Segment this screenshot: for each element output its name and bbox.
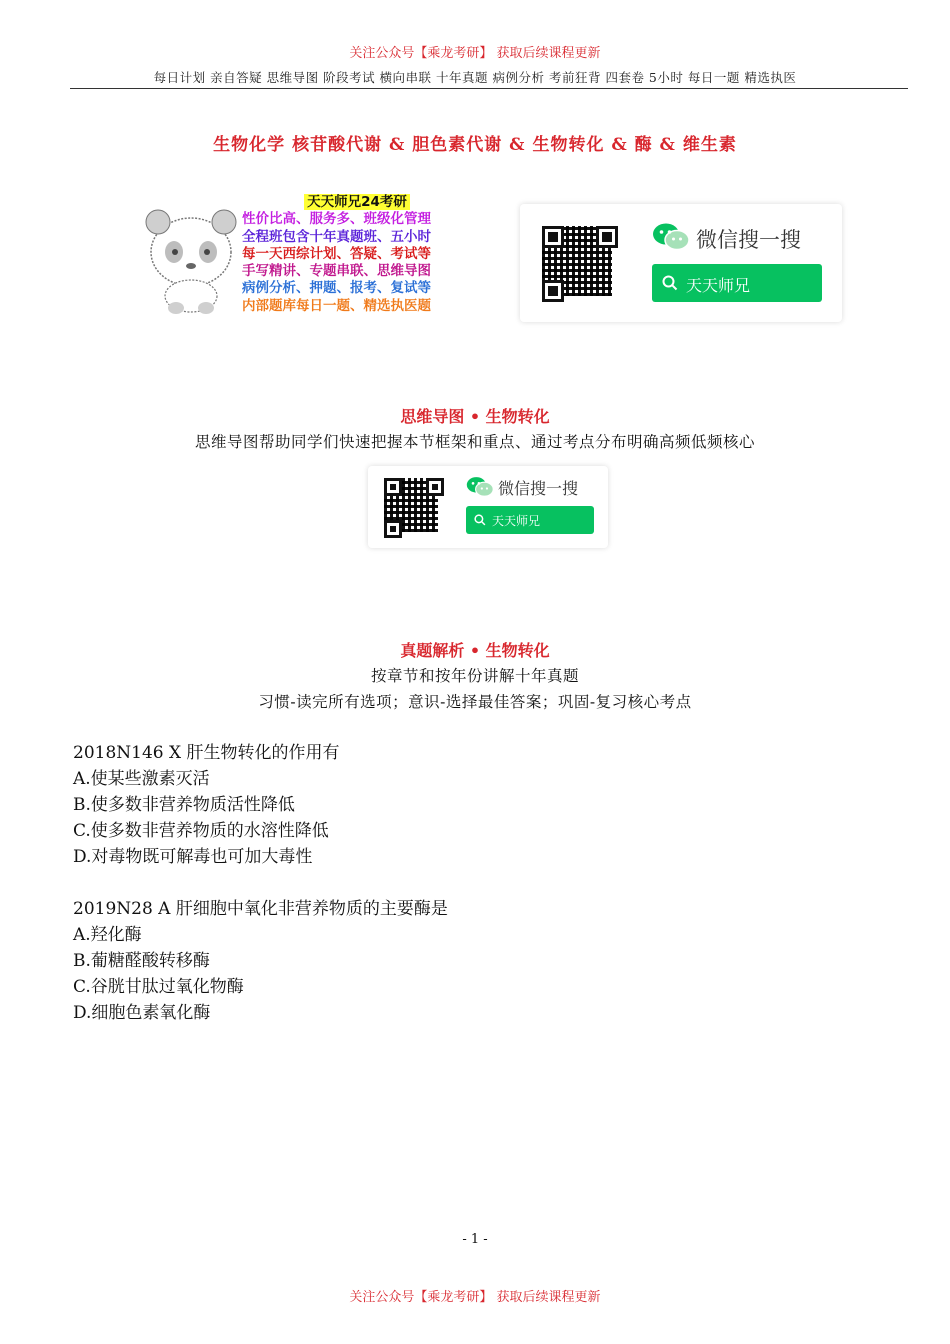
wechat-logo-icon [652,222,690,252]
promo-banner [136,190,848,330]
question-option: C.使多数非营养物质的水溶性降低 [73,821,329,841]
question-option: B.葡糖醛酸转移酶 [73,951,210,971]
promo-headline: 天天师兄24考研 [304,194,410,210]
wechat-logo-icon [466,476,494,498]
mindmap-section-title: 思维导图 • 生物转化 [400,407,550,426]
document-title: 生物化学 核苷酸代谢 & 胆色素代谢 & 生物转化 & 酶 & 维生素 [213,135,737,155]
promo-line: 病例分析、押题、报考、复试等 [242,280,431,297]
search-icon [474,514,486,526]
promo-text [242,194,472,315]
wechat-search-label: 微信搜一搜 [498,479,579,498]
exam-subtitle: 按章节和按年份讲解十年真题 [370,667,579,685]
promo-line: 手写精讲、专题串联、思维导图 [242,263,431,280]
question-option: B.使多数非营养物质活性降低 [73,795,295,815]
search-icon [662,275,678,291]
question-stem: 2019N28 A 肝细胞中氧化非营养物质的主要酶是 [73,899,448,919]
panda-mascot-icon [136,200,246,315]
wechat-search-button[interactable] [466,506,594,534]
wechat-search-card-small[interactable] [368,466,608,548]
page-number: - 1 - [462,1232,488,1247]
question-block [73,896,448,1026]
exam-tips: 习惯-读完所有选项；意识-选择最佳答案；巩固-复习核心考点 [258,693,692,711]
promo-line: 内部题库每日一题、精选执医题 [242,297,431,314]
top-notice: 关注公众号【乘龙考研】 获取后续课程更新 [349,46,601,61]
bottom-notice: 关注公众号【乘龙考研】 获取后续课程更新 [349,1290,601,1305]
promo-line: 全程班包含十年真题班、五小时 [242,228,431,245]
header-divider [70,88,908,89]
exam-section-title: 真题解析 • 生物转化 [400,641,550,660]
mindmap-description: 思维导图帮助同学们快速把握本节框架和重点、通过考点分布明确高频低频核心 [194,433,755,451]
feature-nav-line: 每日计划 亲自答疑 思维导图 阶段考试 横向串联 十年真题 病例分析 考前狂背 四套卷 5小时 每日一题 精选执医 [153,70,797,85]
question-option: A.使某些激素灭活 [73,769,210,789]
question-option: C.谷胱甘肽过氧化物酶 [73,977,244,997]
promo-line: 每一天西综计划、答疑、考试等 [242,245,431,262]
wechat-search-card[interactable] [520,204,842,322]
question-option: A.羟化酶 [73,925,142,945]
question-block [73,740,340,870]
wechat-search-label: 微信搜一搜 [696,228,801,252]
question-option: D.细胞色素氧化酶 [73,1003,211,1023]
question-option: D.对毒物既可解毒也可加大毒性 [73,847,313,867]
wechat-search-button[interactable] [652,264,822,302]
wechat-search-button-label: 天天师兄 [686,276,751,295]
question-stem: 2018N146 X 肝生物转化的作用有 [73,743,340,763]
promo-line: 性价比高、服务多、班级化管理 [242,211,431,228]
wechat-search-button-label: 天天师兄 [492,514,541,528]
